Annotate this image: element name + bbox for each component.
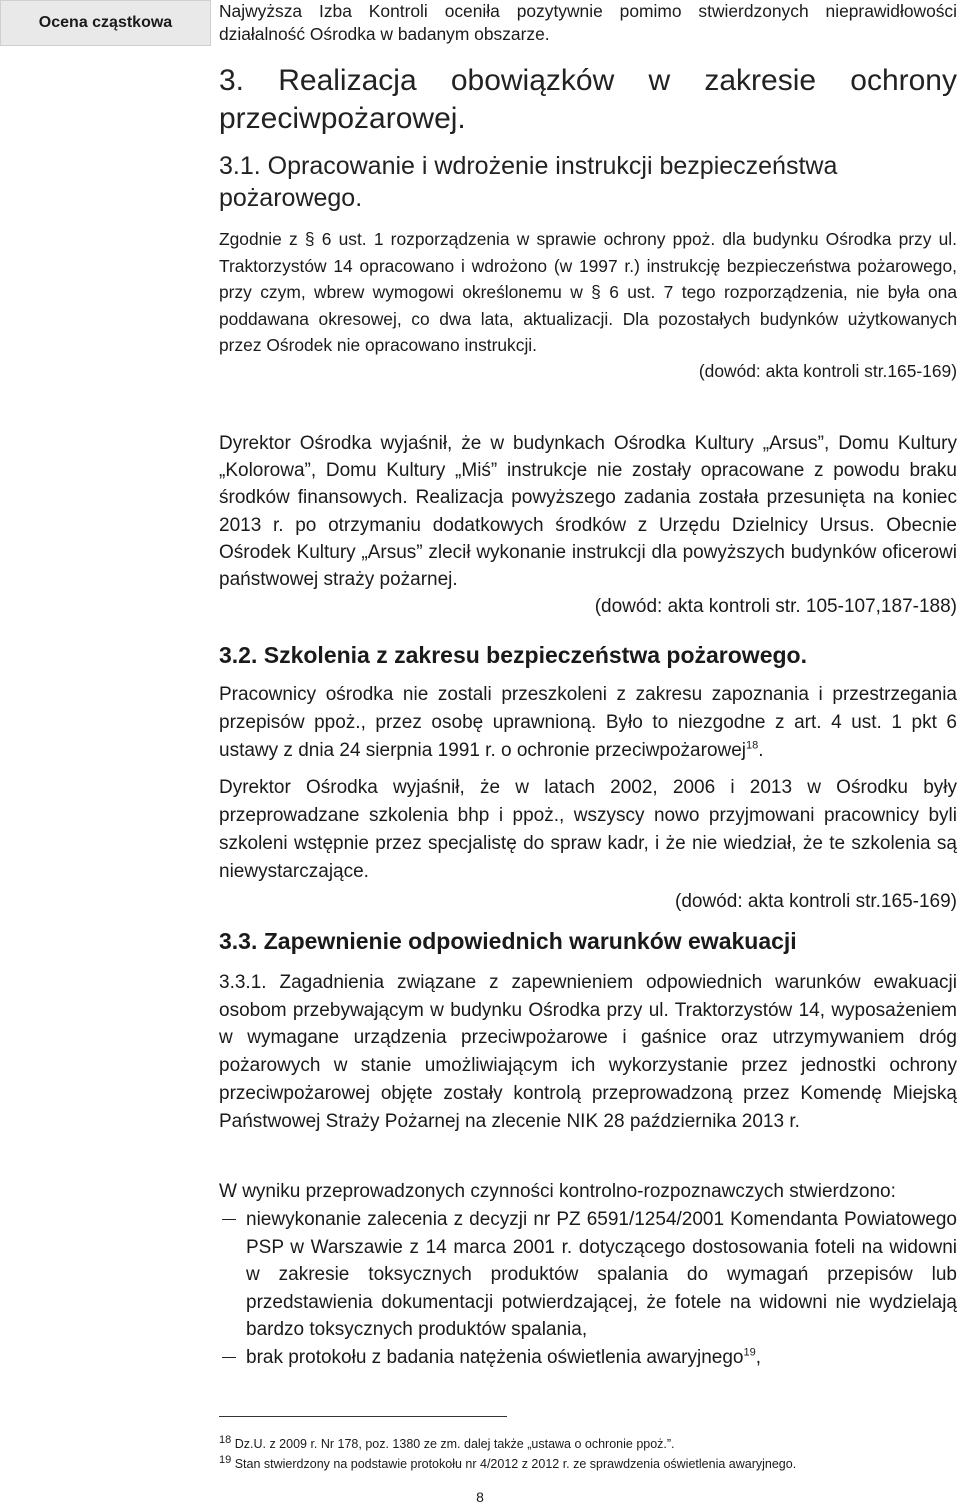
footnote-19 [219,1453,797,1472]
paragraph-3-wrap [219,681,957,765]
list-item [219,1344,957,1372]
dash-bullet-icon [222,1219,236,1220]
section-3-1-heading-wrap [219,150,957,214]
section-3-3-heading-wrap [219,926,957,956]
footnote-ref-18: 18 [746,739,759,752]
paragraph-3-end: . [758,740,764,761]
evidence-3: (dowód: akta kontroli str.165-169) [675,891,957,912]
paragraph-2-wrap [219,430,957,618]
section-3-heading: 3. Realizacja obowiązków w zakresie ochrony przeciwpożarowej. [219,64,957,135]
dash-bullet-icon [222,1357,236,1358]
paragraph-2: Dyrektor Ośrodka wyjaśnił, że w budynkach Ośrodka Kultury „Arsus”, Domu Kultury „Kolorowa”, Domu Kultury „Miś” instrukcje nie zostały opracowane z powodu braku środków finansowych. Realizacja powyższego zadania została przesunięta na koniec 2013 r. po otrzymaniu dodatkowych środków z Urzędu Dzielnicy Ursus. Obecnie Ośrodek Kultury „Arsus” zlecił wykonanie instrukcji dla powyższych budynków oficerowi państwowej straży pożarnej. [219,433,957,591]
evidence-2: (dowód: akta kontroli str. 105-107,187-188) [594,596,957,618]
paragraph-3 [219,681,957,765]
paragraph-6: W wyniku przeprowadzonych czynności kontrolno-rozpoznawczych stwierdzono: [219,1181,896,1202]
footnote-18 [219,1433,675,1452]
findings-list [219,1206,957,1371]
page-number: 8 [476,1489,484,1505]
footnote-18-text: Dz.U. z 2009 r. Nr 178, poz. 1380 ze zm. dalej także „ustawa o ochronie ppoż.”. [231,1437,675,1451]
section-3-2-heading-wrap [219,640,957,670]
footnote-19-text: Stan stwierdzony na podstawie protokołu nr 4/2012 z 2012 r. ze sprawdzenia oświetlenia awaryjnego. [231,1457,797,1471]
section-3-1-heading: 3.1. Opracowanie i wdrożenie instrukcji bezpieczeństwa pożarowego. [219,152,838,212]
evidence-1: (dowód: akta kontroli str.165-169) [698,360,957,381]
footnote-ref-19: 19 [743,1346,756,1359]
list-item-text: niewykonanie zalecenia z decyzji nr PZ 6591/1254/2001 Komendanta Powiatowego PSP w Warszawie z 14 marca 2001 r. dotyczącego dostosowania foteli na widowni w zakresie toksycznych produktów spalania do wymagań przepisów lub przedstawienia dokumentacji potwierdzającej, że fotele na widowni nie wydzielają bardzo toksycznych produktów spalania, [246,1209,957,1340]
side-label-box [0,0,211,46]
list-item-end: , [755,1346,762,1368]
section-3-2-heading: 3.2. Szkolenia z zakresu bezpieczeństwa pożarowego. [219,642,807,668]
paragraph-1-wrap [219,226,957,382]
paragraph-6-wrap [219,1178,957,1205]
section-3-heading-wrap [219,62,957,138]
footnote-19-number: 19 [219,1453,232,1466]
list-item [219,1206,957,1344]
list-item-text: brak protokołu z badania natężenia oświetlenia awaryjnego [246,1346,744,1368]
paragraph-3-text: Pracownicy ośrodka nie zostali przeszkoleni z zakresu zapoznania i przestrzegania przepisów ppoż., przez osobę uprawnioną. Było to niezgodne z art. 4 ust. 1 pkt 6 ustawy z dnia 24 sierpnia 1991 r. o ochronie przeciwpożarowej [219,684,957,761]
footnote-separator [219,1416,507,1417]
paragraph-1: Zgodnie z § 6 ust. 1 rozporządzenia w sprawie ochrony ppoż. dla budynku Ośrodka przy ul. Traktorzystów 14 opracowano i wdrożono (w 1997 r.) instrukcję bezpieczeństwa pożarowego, przy czym, wbrew wymogowi określonemu w § 6 ust. 7 tego rozporządzenia, nie była ona poddawana okresowej, co dwa lata, aktualizacji. Dla pozostałych budynków użytkowanych przez Ośrodek nie opracowano instrukcji. [219,229,957,355]
paragraph-4: Dyrektor Ośrodka wyjaśnił, że w latach 2002, 2006 i 2013 w Ośrodku były przeprowadzane szkolenia bhp i ppoż., wszyscy nowo przyjmowani pracownicy byli szkoleni wstępnie przez specjalistę do spraw kadr, i że nie wiedział, że te szkolenia są niewystarczające. [219,777,957,882]
paragraph-5-wrap [219,969,957,1135]
side-label-text: Ocena cząstkowa [38,14,173,31]
paragraph-4-wrap [219,774,957,913]
footnote-18-number: 18 [219,1433,232,1446]
paragraph-5: 3.3.1. Zagadnienia związane z zapewnieniem odpowiednich warunków ewakuacji osobom przebywającym w budynku Ośrodka przy ul. Traktorzystów 14, wyposażeniem w wymagane urządzenia przeciwpożarowe i gaśnice oraz utrzymywaniem dróg pożarowych w stanie umożliwiającym ich wykorzystanie przez jednostki ochrony przeciwpożarowej objęte zostały kontrolą przeprowadzoną przez Komendę Miejską Państwowej Straży Pożarnej na zlecenie NIK 28 października 2013 r. [219,972,957,1132]
section-3-3-heading: 3.3. Zapewnienie odpowiednich warunków ewakuacji [219,928,797,954]
intro-paragraph: Najwyższa Izba Kontroli oceniła pozytywnie pomimo stwierdzonych nieprawidłowości działalność Ośrodka w badanym obszarze. [219,1,957,44]
intro-paragraph-wrap [219,0,957,46]
